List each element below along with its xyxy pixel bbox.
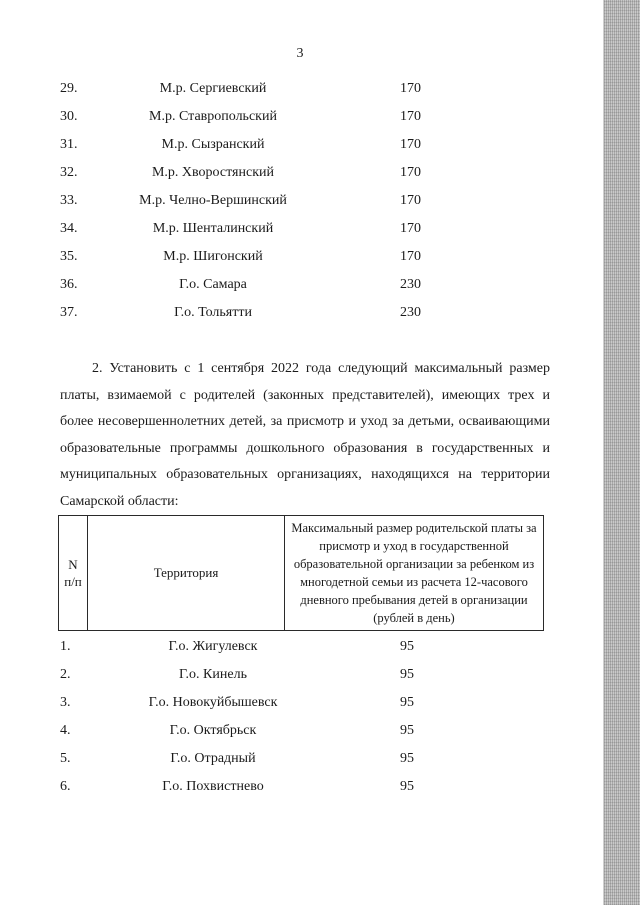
fee-table-rows xyxy=(60,636,440,804)
item-number: 37. xyxy=(60,305,78,320)
item-value: 170 xyxy=(400,193,421,208)
item-number: 31. xyxy=(60,137,78,152)
table-row xyxy=(60,636,440,664)
row-number: 2. xyxy=(60,667,71,682)
row-value: 95 xyxy=(400,639,414,654)
row-number: 3. xyxy=(60,695,71,710)
item-value: 230 xyxy=(400,305,421,320)
fee-table-header xyxy=(58,515,544,631)
header-number-line1: N xyxy=(68,557,78,572)
row-territory: Г.о. Отрадный xyxy=(170,751,256,766)
item-number: 29. xyxy=(60,81,78,96)
row-value: 95 xyxy=(400,667,414,682)
list-item xyxy=(60,274,440,302)
item-value: 170 xyxy=(400,81,421,96)
row-territory: Г.о. Похвистнево xyxy=(162,779,264,794)
list-item xyxy=(60,190,440,218)
item-territory: М.р. Челно-Вершинский xyxy=(139,193,287,208)
item-territory: Г.о. Самара xyxy=(179,277,247,292)
row-value: 95 xyxy=(400,751,414,766)
item-value: 230 xyxy=(400,277,421,292)
row-territory: Г.о. Новокуйбышевск xyxy=(148,695,278,710)
header-fee-cell: Максимальный размер родительской платы за присмотр и уход в государственной образовательной организации за ребенком из многодетной семьи из расчета 12-часового дневного пребывания детей в организации (рублей в день) xyxy=(285,516,544,631)
item-value: 170 xyxy=(400,109,421,124)
item-value: 170 xyxy=(400,249,421,264)
item-number: 30. xyxy=(60,109,78,124)
item-number: 36. xyxy=(60,277,78,292)
table-row xyxy=(60,776,440,804)
item-territory: М.р. Шигонский xyxy=(163,249,263,264)
row-number: 6. xyxy=(60,779,71,794)
list-item xyxy=(60,302,440,330)
item-territory: М.р. Сызранский xyxy=(161,137,265,152)
row-territory: Г.о. Октябрьск xyxy=(169,723,257,738)
header-number-cell xyxy=(59,516,88,631)
list-item xyxy=(60,106,440,134)
item-number: 34. xyxy=(60,221,78,236)
item-number: 35. xyxy=(60,249,78,264)
item-value: 170 xyxy=(400,221,421,236)
table-row xyxy=(60,720,440,748)
item-value: 170 xyxy=(400,137,421,152)
table-row xyxy=(60,692,440,720)
item-territory: М.р. Ставропольский xyxy=(149,109,277,124)
list-item xyxy=(60,246,440,274)
item-value: 170 xyxy=(400,165,421,180)
table-row xyxy=(60,748,440,776)
row-value: 95 xyxy=(400,695,414,710)
item-territory: М.р. Хворостянский xyxy=(151,165,274,180)
item-territory: М.р. Шенталинский xyxy=(152,221,274,236)
list-item xyxy=(60,134,440,162)
section-2-paragraph: 2. Установить с 1 сентября 2022 года следующий максимальный размер платы, взимаемой с родителей (законных представителей), имеющих трех и более несовершеннолетних детей, за присмотр и уход за детьми, осваивающими образовательные программы дошкольного образования в государственных и муниципальных образовательных организациях, находящихся на территории Самарской области: xyxy=(60,361,550,509)
page-number: 3 xyxy=(296,46,304,61)
row-value: 95 xyxy=(400,779,414,794)
header-number-line2: п/п xyxy=(64,574,82,589)
table-row xyxy=(60,664,440,692)
row-territory: Г.о. Кинель xyxy=(179,667,247,682)
item-territory: Г.о. Тольятти xyxy=(174,305,252,320)
row-territory: Г.о. Жигулевск xyxy=(168,639,258,654)
item-number: 33. xyxy=(60,193,78,208)
list-item xyxy=(60,78,440,106)
row-number: 4. xyxy=(60,723,71,738)
list-item xyxy=(60,218,440,246)
list-item xyxy=(60,162,440,190)
row-number: 1. xyxy=(60,639,71,654)
scan-edge-artifact xyxy=(604,0,640,905)
item-territory: М.р. Сергиевский xyxy=(159,81,267,96)
territory-list-continuation xyxy=(60,78,440,330)
item-number: 32. xyxy=(60,165,78,180)
header-territory-cell: Территория xyxy=(88,516,285,631)
row-value: 95 xyxy=(400,723,414,738)
row-number: 5. xyxy=(60,751,71,766)
